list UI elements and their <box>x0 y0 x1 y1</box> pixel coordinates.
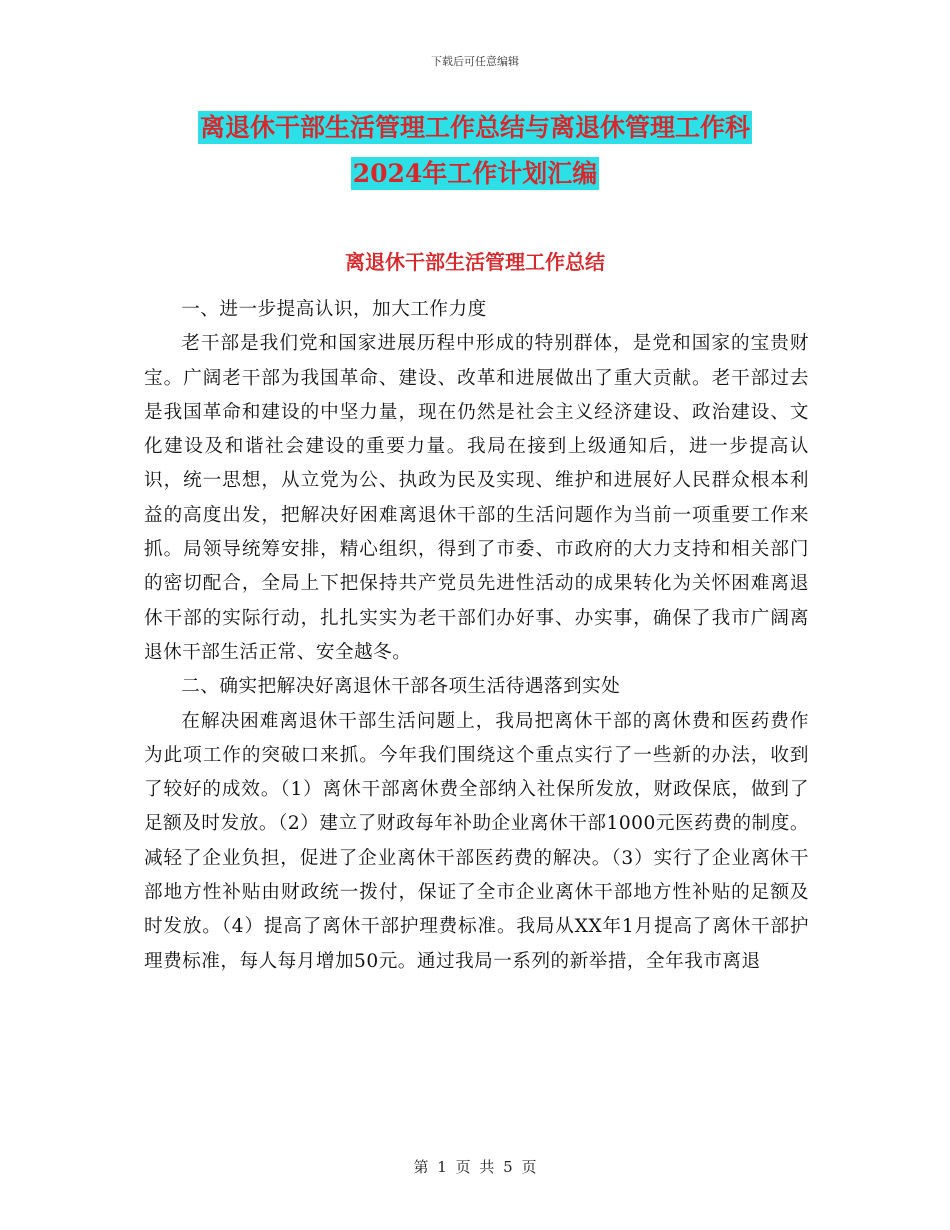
document-title-line-1-text: 离退休干部生活管理工作总结与离退休管理工作科 <box>199 113 750 142</box>
page-footer-page-number: 第 1 页 共 5 页 <box>413 1158 537 1176</box>
document-title-line-2 <box>0 157 950 191</box>
body-paragraph-2: 在解决困难离退休干部生活问题上，我局把离休干部的离休费和医药费作为此项工作的突破口来抓。今年我们围绕这个重点实行了一些新的办法，收到了较好的成效。（1）离休干部离休费全部纳入社保所发放，财政保底，做到了足额及时发放。（2）建立了财政每年补助企业离休干部1000元医药费的制度。减轻了企业负担，促进了企业离休干部医药费的解决。（3）实行了企业离休干部地方性补贴由财政统一拨付，保证了全市企业离休干部地方性补贴的足额及时发放。（4）提高了离休干部护理费标准。我局从XX年1月提高了离休干部护理费标准，每人每月增加50元。通过我局一系列的新举措，全年我市离退 <box>144 710 809 972</box>
document-title-line-2-text: 2024年工作计划汇编 <box>352 159 598 188</box>
section-title: 离退休干部生活管理工作总结 <box>345 250 605 274</box>
body-heading-2: 二、确实把解决好离退休干部各项生活待遇落到实处 <box>181 676 621 698</box>
body-heading-1: 一、进一步提高认识，加大工作力度 <box>181 299 487 320</box>
body-paragraph-1: 老干部是我们党和国家进展历程中形成的特别群体，是党和国家的宝贵财宝。广阔老干部为我国革命、建设、改革和进展做出了重大贡献。老干部过去是我国革命和建设的中坚力量，现在仍然是社会主义经济建设、政治建设、文化建设及和谐社会建设的重要力量。我局在接到上级通知后，进一步提高认识，统一思想，从立党为公、执政为民及实现、维护和进展好人民群众根本利益的高度出发，把解决好困难离退休干部的生活问题作为当前一项重要工作来抓。局领导统筹安排，精心组织，得到了市委、市政府的大力支持和相关部门的密切配合，全局上下把保持共产党员先进性活动的成果转化为关怀困难离退休干部的实际行动，扎扎实实为老干部们办好事、办实事，确保了我市广阔离退休干部生活正常、安全越冬。 <box>144 333 809 663</box>
document-body <box>144 293 809 979</box>
page-header-note: 下载后可任意编辑 <box>431 55 519 68</box>
document-title-line-1 <box>0 111 950 145</box>
